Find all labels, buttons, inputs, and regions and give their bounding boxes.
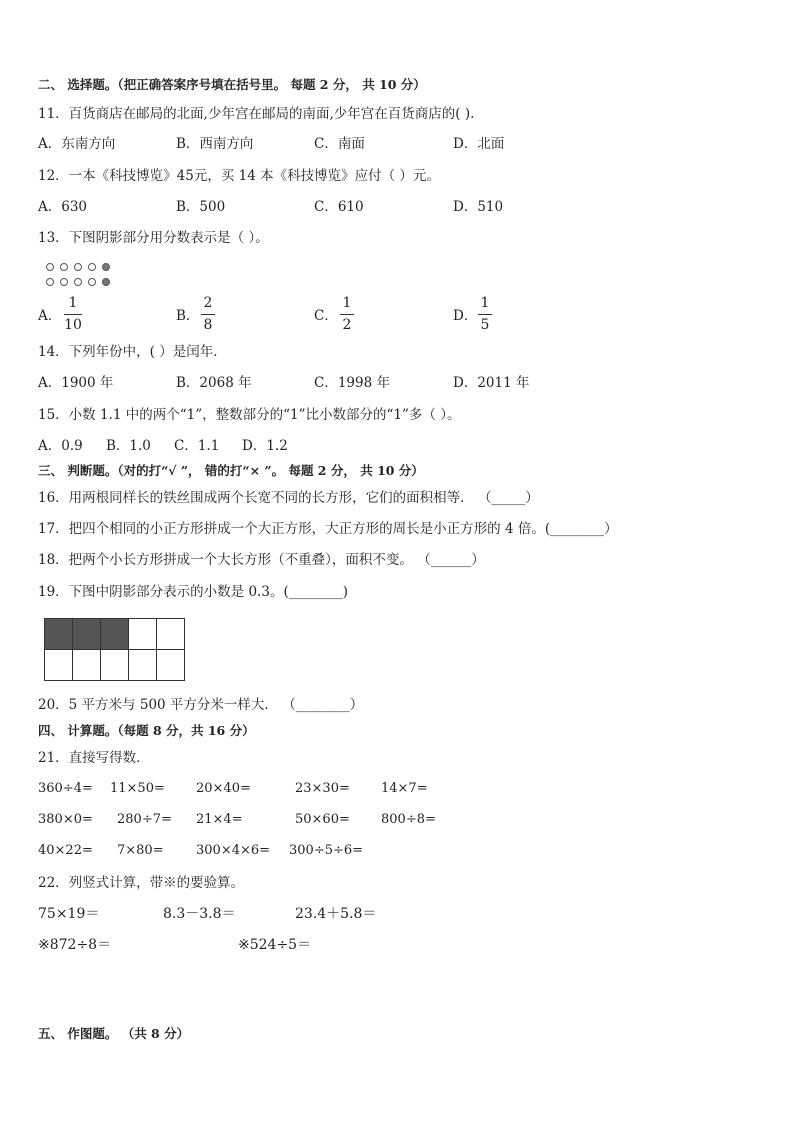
circle: [46, 263, 54, 271]
circle: [60, 263, 68, 271]
fraction-bar: [478, 314, 492, 315]
calc-item: 800÷8=: [381, 812, 436, 827]
q11-option-d: D．北面: [453, 136, 505, 152]
calc-item: 300÷5÷6=: [289, 843, 364, 858]
circle: [88, 278, 96, 286]
calc-item: 21×4=: [196, 812, 243, 827]
calc-item: 380×0=: [38, 812, 93, 827]
denominator: 8: [203, 317, 213, 333]
section-3-title: 三、 判断题。（对的打“√ ”， 错的打“× ”。 每题 2 分， 共 10 分）: [38, 463, 424, 478]
calc-item: 40×22=: [38, 843, 93, 858]
shaded-cell: [73, 619, 101, 650]
question-22: 22．列竖式计算，带※的要验算。: [38, 875, 245, 891]
numerator: 1: [480, 295, 490, 311]
fraction-bar: [340, 314, 354, 315]
circle: [60, 278, 68, 286]
grid-cell: [101, 650, 129, 681]
question-15: 15．小数 1.1 中的两个“1”，整数部分的“1”比小数部分的“1”多（ ）。: [38, 407, 461, 423]
written-calc-item: ※872÷8＝: [38, 937, 112, 953]
calc-item: 14×7=: [381, 781, 428, 796]
circle: [88, 263, 96, 271]
q15-option-a: A．0.9: [38, 438, 83, 454]
numerator: 2: [203, 295, 213, 311]
grid-cell: [129, 650, 157, 681]
q12-option-d: D．510: [453, 199, 504, 215]
q13-option-b-label: B．: [176, 308, 200, 324]
q14-option-d: D．2011 年: [453, 375, 530, 391]
q13-option-d-fraction: [478, 296, 492, 333]
calc-item: 50×60=: [295, 812, 350, 827]
denominator: 2: [342, 317, 352, 333]
q11-option-c: C．南面: [314, 136, 365, 152]
grid-cell: [157, 619, 185, 650]
q13-option-a-fraction: [64, 296, 82, 333]
calc-item: 360÷4=: [38, 781, 93, 796]
q13-option-c-fraction: [340, 296, 354, 333]
calc-item: 11×50=: [110, 781, 165, 796]
calc-item: 7×80=: [117, 843, 164, 858]
denominator: 10: [64, 317, 82, 333]
fraction-bar: [201, 314, 215, 315]
section-4-title: 四、 计算题。（每题 8 分，共 16 分）: [38, 723, 255, 738]
circle: [46, 278, 54, 286]
question-18: 18．把两个小长方形拼成一个大长方形（不重叠），面积不变。 （______）: [38, 552, 485, 568]
written-calc-item: ※524÷5＝: [238, 937, 312, 953]
denominator: 5: [480, 317, 490, 333]
written-calc-item: 8.3－3.8＝: [163, 906, 236, 922]
question-19: 19．下图中阴影部分表示的小数是 0.3。(________): [38, 584, 348, 600]
question-17: 17．把四个相同的小正方形拼成一个大正方形，大正方形的周长是小正方形的 4 倍。(________）: [38, 521, 618, 537]
shaded-circle: [102, 263, 110, 271]
written-calc-item: 75×19＝: [38, 906, 100, 922]
q14-option-c: C．1998 年: [314, 375, 390, 391]
grid-cell: [45, 650, 73, 681]
q12-option-b: B．500: [176, 199, 226, 215]
grid-cell: [157, 650, 185, 681]
circle: [74, 263, 82, 271]
q12-option-c: C．610: [314, 199, 364, 215]
question-11: 11．百货商店在邮局的北面,少年宫在邮局的南面,少年宫在百货商店的( ).: [38, 106, 475, 122]
section-2-title: 二、 选择题。（把正确答案序号填在括号里。 每题 2 分， 共 10 分）: [38, 77, 426, 92]
grid-cell: [73, 650, 101, 681]
q13-option-c-label: C．: [314, 308, 338, 324]
question-13: 13．下图阴影部分用分数表示是（ ）。: [38, 230, 269, 246]
section-5-title: 五、 作图题。 （共 8 分）: [38, 1026, 190, 1041]
shaded-cell: [101, 619, 129, 650]
numerator: 1: [342, 295, 352, 311]
q13-option-d-label: D．: [453, 308, 478, 324]
question-14: 14．下列年份中，( ）是闰年．: [38, 344, 227, 360]
fraction-bar: [64, 314, 82, 315]
written-calc-item: 23.4＋5.8＝: [295, 906, 377, 922]
q15-option-d: D．1.2: [242, 438, 288, 454]
q15-option-b: B．1.0: [106, 438, 151, 454]
calc-item: 20×40=: [196, 781, 251, 796]
calc-item: 300×4×6=: [196, 843, 271, 858]
shaded-circle: [102, 278, 110, 286]
shaded-cell: [45, 619, 73, 650]
circle: [74, 278, 82, 286]
q15-option-c: C．1.1: [174, 438, 220, 454]
q19-decimal-grid: [44, 618, 185, 681]
q11-option-b: B．西南方向: [176, 136, 254, 152]
question-21: 21．直接写得数．: [38, 750, 150, 766]
numerator: 1: [68, 295, 78, 311]
grid-cell: [129, 619, 157, 650]
question-20: 20．5 平方米与 500 平方分米一样大． （________）: [38, 697, 364, 713]
q14-option-a: A．1900 年: [38, 375, 114, 391]
q13-option-a-label: A．: [38, 308, 62, 324]
q11-option-a: A．东南方向: [38, 136, 116, 152]
calc-item: 23×30=: [295, 781, 350, 796]
calc-item: 280÷7=: [117, 812, 172, 827]
q14-option-b: B．2068 年: [176, 375, 252, 391]
question-12: 12．一本《科技博览》45元，买 14 本《科技博览》应付（ ）元。: [38, 168, 440, 184]
q12-option-a: A．630: [38, 199, 88, 215]
q13-option-b-fraction: [201, 296, 215, 333]
question-16: 16．用两根同样长的铁丝围成两个长宽不同的长方形，它们的面积相等． （_____）: [38, 490, 539, 506]
